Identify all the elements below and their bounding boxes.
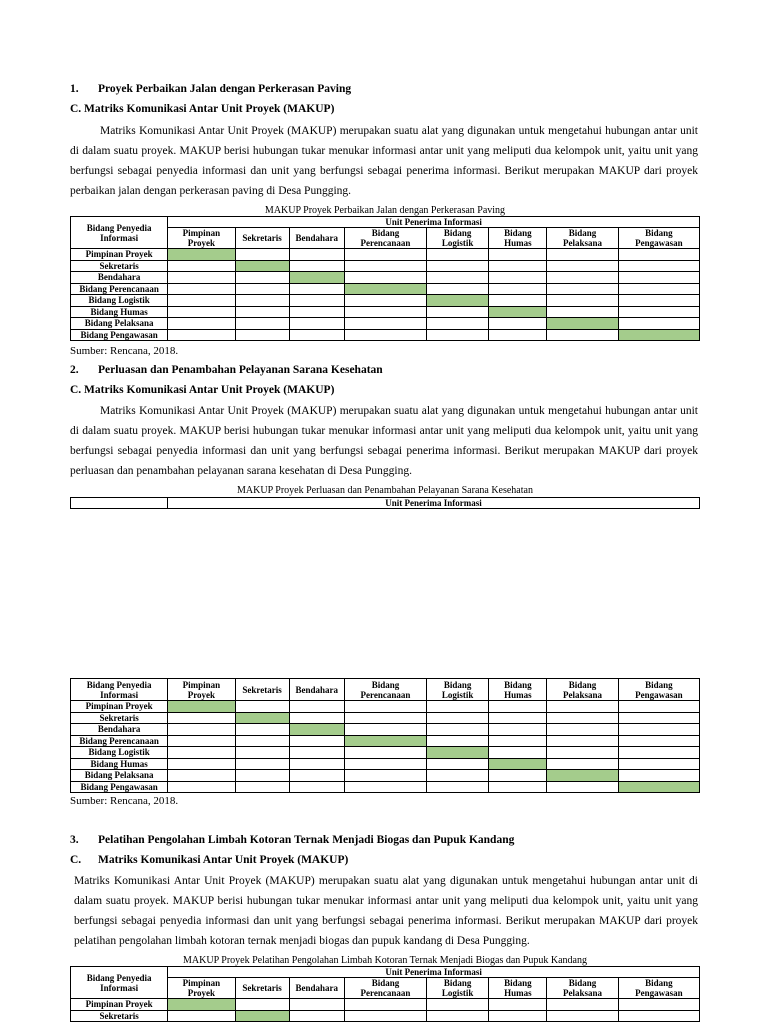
matrix-cell (427, 318, 489, 330)
matrix-cell (289, 701, 344, 713)
matrix-cell (168, 329, 235, 341)
matrix-cell (344, 747, 426, 759)
makup-table-2 (70, 678, 700, 793)
matrix-cell (489, 329, 547, 341)
row-label: Pimpinan Proyek (71, 249, 168, 261)
section3-paragraph: Matriks Komunikasi Antar Unit Proyek (MAKUP) merupakan suatu alat yang digunakan untuk mengetahui hubungan antar unit di dalam suatu proyek. MAKUP berisi hubungan tukar menukar informasi antar unit yang meliputi dua kelompok unit, yaitu unit yang berfungsi sebagai penyedia informasi dan unit yang berfungsi sebagai penerima informasi. Berikut merupakan MAKUP dari proyek pelatihan pengolahan limbah kotoran ternak menjadi biogas dan pupuk kandang di Desa Pungging. (74, 875, 698, 947)
matrix-cell (344, 712, 426, 724)
matrix-cell (344, 306, 426, 318)
matrix-cell (618, 272, 699, 284)
matrix-cell (618, 295, 699, 307)
matrix-cell (547, 1010, 618, 1022)
row-label: Bendahara (71, 724, 168, 736)
matrix-cell-highlight (489, 758, 547, 770)
matrix-cell (289, 1010, 344, 1022)
row-header: Bidang Penyedia Informasi (71, 217, 168, 249)
matrix-cell-highlight (489, 306, 547, 318)
matrix-cell (168, 770, 235, 782)
group-header: Unit Penerima Informasi (168, 967, 700, 978)
matrix-cell (489, 272, 547, 284)
matrix-cell (618, 306, 699, 318)
matrix-cell (618, 770, 699, 782)
matrix-cell (168, 295, 235, 307)
matrix-cell-highlight (235, 712, 289, 724)
matrix-cell (289, 306, 344, 318)
column-header-5: Bidang Humas (489, 978, 547, 999)
matrix-cell (235, 283, 289, 295)
matrix-cell (427, 260, 489, 272)
matrix-cell (547, 735, 618, 747)
table-row (71, 272, 700, 284)
column-header-4: Bidang Logistik (427, 228, 489, 249)
column-header-0: Pimpinan Proyek (168, 978, 235, 999)
matrix-cell (344, 272, 426, 284)
matrix-cell (547, 747, 618, 759)
matrix-cell (427, 249, 489, 261)
matrix-cell (489, 260, 547, 272)
section2-subtitle: C. Matriks Komunikasi Antar Unit Proyek (MAKUP) (70, 384, 335, 396)
matrix-cell (489, 781, 547, 793)
matrix-cell (289, 712, 344, 724)
matrix-cell (344, 701, 426, 713)
table2-group-header: Unit Penerima Informasi (168, 498, 700, 509)
row-label: Bidang Pengawasan (71, 329, 168, 341)
column-header-3: Bidang Perencanaan (344, 679, 426, 701)
matrix-cell-highlight (344, 735, 426, 747)
section3-caption: MAKUP Proyek Pelatihan Pengolahan Limbah Kotoran Ternak Menjadi Biogas dan Pupuk Kandang (183, 955, 587, 966)
matrix-cell (344, 1010, 426, 1022)
section3-subtitle: C. Matriks Komunikasi Antar Unit Proyek (MAKUP) (70, 854, 349, 866)
matrix-cell (344, 329, 426, 341)
table-row (71, 329, 700, 341)
row-label: Bidang Humas (71, 758, 168, 770)
matrix-cell (289, 329, 344, 341)
matrix-cell-highlight (289, 272, 344, 284)
matrix-cell (489, 735, 547, 747)
matrix-cell (547, 999, 618, 1011)
matrix-cell (427, 735, 489, 747)
matrix-cell (618, 283, 699, 295)
matrix-cell (427, 724, 489, 736)
matrix-cell (547, 701, 618, 713)
row-label: Bidang Pelaksana (71, 770, 168, 782)
column-header-3: Bidang Perencanaan (344, 978, 426, 999)
column-header-2: Bendahara (289, 978, 344, 999)
row-label: Sekretaris (71, 1010, 168, 1022)
section2-paragraph: Matriks Komunikasi Antar Unit Proyek (MAKUP) merupakan suatu alat yang digunakan untuk mengetahui hubungan antar unit di dalam suatu proyek. MAKUP berisi hubungan tukar menukar informasi antar unit yang meliputi dua kelompok unit, yaitu unit yang berfungsi sebagai penyedia informasi dan unit yang berfungsi sebagai penerima informasi. Berikut merupakan MAKUP dari proyek perluasan dan penambahan pelayanan sarana kesehatan di Desa Pungging. (70, 405, 698, 477)
column-header-0: Pimpinan Proyek (168, 228, 235, 249)
column-header-5: Bidang Humas (489, 679, 547, 701)
matrix-cell (489, 249, 547, 261)
matrix-cell (289, 295, 344, 307)
matrix-cell-highlight (168, 701, 235, 713)
column-header-7: Bidang Pengawasan (618, 978, 699, 999)
table-row (71, 318, 700, 330)
matrix-cell (618, 999, 699, 1011)
matrix-cell (289, 249, 344, 261)
matrix-cell (168, 724, 235, 736)
table-row (71, 249, 700, 261)
matrix-cell (489, 712, 547, 724)
matrix-cell (427, 712, 489, 724)
table-row (71, 724, 700, 736)
matrix-cell (344, 770, 426, 782)
matrix-cell (427, 999, 489, 1011)
table-row (71, 735, 700, 747)
matrix-cell (547, 249, 618, 261)
row-label: Bidang Logistik (71, 295, 168, 307)
matrix-cell (489, 724, 547, 736)
matrix-cell-highlight (618, 329, 699, 341)
matrix-cell (489, 283, 547, 295)
matrix-cell (168, 712, 235, 724)
table-row (71, 781, 700, 793)
matrix-cell (427, 272, 489, 284)
matrix-cell (547, 724, 618, 736)
matrix-cell (427, 283, 489, 295)
matrix-cell (489, 295, 547, 307)
matrix-cell (235, 758, 289, 770)
column-header-2: Bendahara (289, 679, 344, 701)
matrix-cell (547, 758, 618, 770)
section2-caption: MAKUP Proyek Perluasan dan Penambahan Pelayanan Sarana Kesehatan (237, 485, 533, 496)
row-label: Bidang Humas (71, 306, 168, 318)
column-header-1: Sekretaris (235, 228, 289, 249)
matrix-cell (168, 1010, 235, 1022)
section1-source: Sumber: Rencana, 2018. (70, 345, 179, 357)
matrix-cell-highlight (168, 249, 235, 261)
matrix-cell (427, 701, 489, 713)
column-header-0: Pimpinan Proyek (168, 679, 235, 701)
table-row (71, 770, 700, 782)
table-row (71, 295, 700, 307)
matrix-cell-highlight (547, 318, 618, 330)
matrix-cell-highlight (427, 747, 489, 759)
table-row (71, 747, 700, 759)
matrix-cell (289, 260, 344, 272)
matrix-cell (168, 272, 235, 284)
table-row (71, 758, 700, 770)
matrix-cell (344, 295, 426, 307)
table-row (71, 999, 700, 1011)
matrix-cell (289, 770, 344, 782)
matrix-cell (427, 1010, 489, 1022)
matrix-cell (547, 295, 618, 307)
section1-subtitle: C. Matriks Komunikasi Antar Unit Proyek (MAKUP) (70, 103, 335, 115)
matrix-cell (489, 747, 547, 759)
section2-source: Sumber: Rencana, 2018. (70, 795, 179, 807)
matrix-cell (235, 747, 289, 759)
matrix-cell (427, 758, 489, 770)
matrix-cell (489, 318, 547, 330)
matrix-cell (344, 724, 426, 736)
matrix-cell (289, 758, 344, 770)
column-header-3: Bidang Perencanaan (344, 228, 426, 249)
matrix-cell (547, 306, 618, 318)
row-header: Bidang Penyedia Informasi (71, 967, 168, 999)
matrix-cell-highlight (235, 260, 289, 272)
matrix-cell (344, 781, 426, 793)
row-label: Bidang Pengawasan (71, 781, 168, 793)
makup-table-2-header (70, 497, 700, 509)
row-header: Bidang Penyedia Informasi (71, 679, 168, 701)
matrix-cell (427, 781, 489, 793)
column-header-6: Bidang Pelaksana (547, 978, 618, 999)
matrix-cell (344, 260, 426, 272)
matrix-cell (168, 735, 235, 747)
column-header-1: Sekretaris (235, 978, 289, 999)
section2-title: 2. Perluasan dan Penambahan Pelayanan Sarana Kesehatan (70, 364, 383, 376)
matrix-cell (168, 318, 235, 330)
column-header-1: Sekretaris (235, 679, 289, 701)
matrix-cell (289, 735, 344, 747)
matrix-cell (235, 295, 289, 307)
matrix-cell (618, 701, 699, 713)
matrix-cell (427, 770, 489, 782)
matrix-cell (289, 747, 344, 759)
matrix-cell (235, 329, 289, 341)
table-row (71, 306, 700, 318)
matrix-cell (289, 318, 344, 330)
section1-paragraph: Matriks Komunikasi Antar Unit Proyek (MAKUP) merupakan suatu alat yang digunakan untuk mengetahui hubungan antar unit di dalam suatu proyek. MAKUP berisi hubungan tukar menukar informasi antar unit yang meliputi dua kelompok unit, yaitu unit yang berfungsi sebagai penyedia informasi dan unit yang berfungsi sebagai penerima informasi. Berikut merupakan MAKUP dari proyek perbaikan jalan dengan perkerasan paving di Desa Pungging. (70, 125, 698, 197)
matrix-cell (235, 249, 289, 261)
matrix-cell (168, 781, 235, 793)
matrix-cell (547, 260, 618, 272)
matrix-cell-highlight (427, 295, 489, 307)
matrix-cell (344, 318, 426, 330)
matrix-cell (547, 781, 618, 793)
table-row (71, 712, 700, 724)
row-label: Bidang Perencanaan (71, 735, 168, 747)
matrix-cell (547, 272, 618, 284)
row-label: Sekretaris (71, 260, 168, 272)
column-header-2: Bendahara (289, 228, 344, 249)
matrix-cell (618, 758, 699, 770)
matrix-cell (618, 260, 699, 272)
matrix-cell (168, 283, 235, 295)
matrix-cell-highlight (618, 781, 699, 793)
matrix-cell (618, 1010, 699, 1022)
column-header-6: Bidang Pelaksana (547, 679, 618, 701)
matrix-cell (618, 318, 699, 330)
matrix-cell (235, 306, 289, 318)
column-header-6: Bidang Pelaksana (547, 228, 618, 249)
section1-title: 1. Proyek Perbaikan Jalan dengan Perkerasan Paving (70, 83, 352, 95)
matrix-cell (547, 283, 618, 295)
row-label: Bidang Pelaksana (71, 318, 168, 330)
matrix-cell (235, 999, 289, 1011)
matrix-cell (618, 735, 699, 747)
row-label: Pimpinan Proyek (71, 999, 168, 1011)
matrix-cell (235, 272, 289, 284)
makup-table-1 (70, 216, 700, 341)
matrix-cell (235, 701, 289, 713)
matrix-cell-highlight (289, 724, 344, 736)
matrix-cell (235, 735, 289, 747)
matrix-cell (168, 747, 235, 759)
matrix-cell (427, 329, 489, 341)
matrix-cell-highlight (547, 770, 618, 782)
row-label: Bendahara (71, 272, 168, 284)
matrix-cell (289, 781, 344, 793)
matrix-cell (235, 781, 289, 793)
matrix-cell (618, 724, 699, 736)
matrix-cell (168, 758, 235, 770)
table-row (71, 260, 700, 272)
makup-table-3 (70, 966, 700, 1022)
column-header-4: Bidang Logistik (427, 679, 489, 701)
row-label: Sekretaris (71, 712, 168, 724)
matrix-cell (168, 306, 235, 318)
matrix-cell (618, 747, 699, 759)
table-row (71, 701, 700, 713)
matrix-cell (547, 329, 618, 341)
matrix-cell (344, 758, 426, 770)
matrix-cell (289, 283, 344, 295)
column-header-5: Bidang Humas (489, 228, 547, 249)
matrix-cell (489, 1010, 547, 1022)
table-row (71, 283, 700, 295)
matrix-cell (547, 712, 618, 724)
row-label: Bidang Perencanaan (71, 283, 168, 295)
matrix-cell (618, 712, 699, 724)
section3-title: 3. Pelatihan Pengolahan Limbah Kotoran Ternak Menjadi Biogas dan Pupuk Kandang (70, 834, 515, 846)
column-header-7: Bidang Pengawasan (618, 679, 699, 701)
matrix-cell (489, 770, 547, 782)
matrix-cell (235, 770, 289, 782)
row-label: Bidang Logistik (71, 747, 168, 759)
matrix-cell (344, 999, 426, 1011)
matrix-cell (489, 701, 547, 713)
matrix-cell (344, 249, 426, 261)
matrix-cell-highlight (344, 283, 426, 295)
matrix-cell-highlight (235, 1010, 289, 1022)
table-row (71, 1010, 700, 1022)
matrix-cell (618, 249, 699, 261)
matrix-cell (489, 999, 547, 1011)
row-label: Pimpinan Proyek (71, 701, 168, 713)
matrix-cell (235, 724, 289, 736)
matrix-cell-highlight (168, 999, 235, 1011)
matrix-cell (427, 306, 489, 318)
column-header-4: Bidang Logistik (427, 978, 489, 999)
column-header-7: Bidang Pengawasan (618, 228, 699, 249)
group-header: Unit Penerima Informasi (168, 217, 700, 228)
section1-caption: MAKUP Proyek Perbaikan Jalan dengan Perkerasan Paving (264, 205, 506, 216)
matrix-cell (289, 999, 344, 1011)
matrix-cell (168, 260, 235, 272)
matrix-cell (235, 318, 289, 330)
